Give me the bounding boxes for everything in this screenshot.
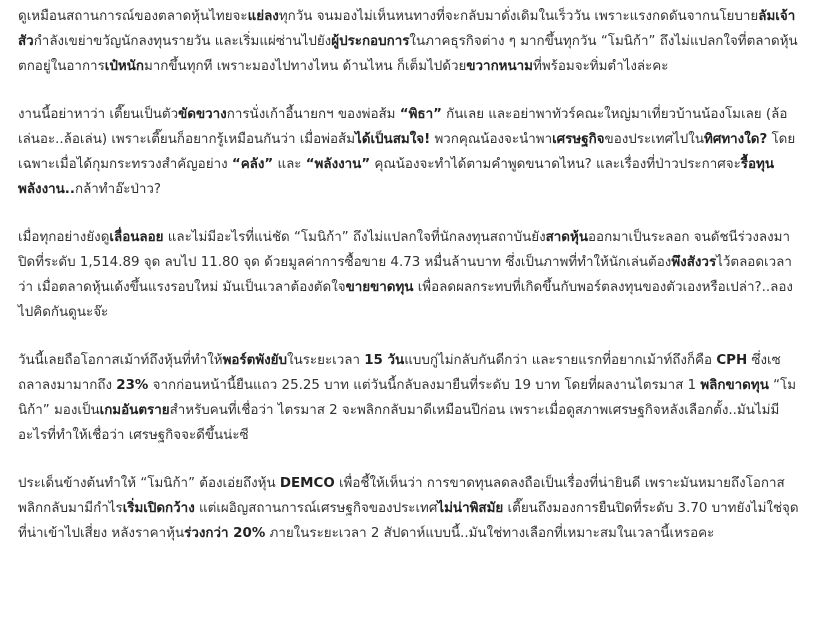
- text-run: ของประเทศไปใน: [604, 132, 704, 147]
- article-body: [18, 4, 800, 569]
- bold-text: เศรษฐกิจ: [552, 132, 605, 147]
- text-run: กำลังเขย่าขวัญนักลงทุนรายวัน และเริ่มแผ่ซ่านไปยัง: [33, 34, 332, 49]
- paragraph-3: [18, 225, 800, 325]
- bold-text: เป๋หนัก: [104, 59, 144, 74]
- text-run: เพื่อลดผลกระทบที่เกิดขึ้นกับพอร์ตลงทุนของตัวเองหรือเปล่า?..ลองไปคิดกันดูนะจ๊ะ: [18, 280, 793, 320]
- text-run: ประเด็นข้างต้นทำให้ “โมนิก้า” ต้องเอ่ยถึงหุ้น: [18, 476, 280, 491]
- bold-text: ไม่น่าพิสมัย: [437, 501, 504, 516]
- bold-text: ร่วงกว่า 20%: [184, 526, 266, 541]
- paragraph-4: [18, 348, 800, 448]
- bold-text: รื้อทุนพลังงาน..: [18, 157, 774, 197]
- bold-text: พลิกขาดทุน: [700, 378, 769, 393]
- text-run: เมื่อทุกอย่างยังดู: [18, 230, 110, 245]
- text-run: ในภาคธุรกิจต่าง ๆ มากขึ้นทุกวัน “โมนิก้า” ถึงไม่แปลกใจที่ตลาดหุ้นตกอยู่ในอาการ: [18, 34, 798, 74]
- bold-text: “พิธา”: [399, 107, 442, 122]
- bold-text: ได้เป็นสมใจ!: [355, 132, 431, 147]
- bold-text: 15 วัน: [364, 353, 405, 368]
- text-run: วันนี้เลยถือโอกาสเม้าท์ถึงหุ้นที่ทำให้: [18, 353, 223, 368]
- text-run: งานนี้อย่าหาว่า เตี๊ยนเป็นตัว: [18, 107, 179, 122]
- bold-text: ขวากหนาม: [466, 59, 534, 74]
- bold-text: 23%: [116, 378, 149, 393]
- text-run: มากขึ้นทุกที เพราะมองไปทางไหน ด้านไหน ก็เต็มไปด้วย: [143, 59, 467, 74]
- bold-text: สาดหุ้น: [545, 230, 588, 245]
- text-run: การนั่งเก้าอี้นายกฯ ของพ่อส้ม: [226, 107, 400, 122]
- bold-text: พอร์ตพังยับ: [222, 353, 288, 368]
- paragraph-2: [18, 102, 800, 202]
- bold-text: CPH: [716, 353, 748, 368]
- text-run: ทุกวัน จนมองไม่เห็นหนทางที่จะกลับมาดั่งเดิมในเร็ววัน เพราะแรงกดดันจากนโยบาย: [278, 9, 759, 24]
- text-run: โดยเฉพาะเมื่อได้กุมกระทรวงสำคัญอย่าง: [18, 132, 796, 172]
- paragraph-5: [18, 471, 800, 546]
- text-run: ไว้ตลอดเวลาว่า เมื่อตลาดหุ้นเด้งขึ้นแรงรอบใหม่ มันเป็นเวลาต้องตัดใจ: [18, 255, 792, 295]
- bold-text: ทิศทางใด?: [704, 132, 768, 147]
- paragraph-1: [18, 4, 800, 79]
- bold-text: ขายขาดทุน: [345, 280, 414, 295]
- text-run: ดูเหมือนสถานการณ์ของตลาดหุ้นไทยจะ: [18, 9, 248, 24]
- bold-text: เลื่อนลอย: [109, 230, 164, 245]
- bold-text: ลัมเจ้าสัว: [18, 9, 796, 49]
- text-run: กันเลย และอย่าพาทัวร์คณะใหญ่มาเที่ยวบ้านน้องโมเลย (ล้อเล่นอะ..ล้อเล่น) เพราะเตี๊ยนก็อยากรู้เหมือนกันว่า เมื่อพ่อส้ม: [18, 107, 788, 147]
- text-run: แต่เผอิญสถานการณ์เศรษฐกิจของประเทศ: [194, 501, 438, 516]
- bold-text: แย่ลง: [247, 9, 279, 24]
- bold-text: ขัดขวาง: [178, 107, 227, 122]
- bold-text: “คลัง”: [231, 157, 274, 172]
- text-run: ที่พร้อมจะทิ่มตำไงล่ะคะ: [533, 59, 669, 74]
- text-run: กล้าทำอ๊ะป่าว?: [74, 182, 162, 197]
- text-run: เตี๊ยนถึงมองการยืนปิดที่ระดับ 3.70 บาทยังไม่ใช่จุดที่น่าเข้าไปเสี่ยง หลังราคาหุ้น: [18, 501, 799, 541]
- bold-text: เกมอันตราย: [99, 403, 170, 418]
- text-run: ออกมาเป็นระลอก จนดัชนีร่วงลงมาปิดที่ระดับ 1,514.89 จุด ลบไป 11.80 จุด ด้วยมูลค่าการซื้อขาย 4.73 หมื่นล้านบาท ซึ่งเป็นภาพที่ทำให้นักเล่นต้อง: [18, 230, 791, 270]
- bold-text: เริ่มเปิดกว้าง: [122, 501, 195, 516]
- text-run: สำหรับคนที่เชื่อว่า ไตรมาส 2 จะพลิกกลับมาดีเหมือนปีก่อน เพราะเมื่อดูสภาพเศรษฐกิจหลังเลือกตั้ง..มันไม่มีอะไรที่ทำให้เชื่อว่า เศรษฐกิจจะดีขึ้นน่ะซี: [18, 403, 780, 443]
- text-run: ในระยะเวลา: [287, 353, 365, 368]
- text-run: พวกคุณน้องจะนำพา: [430, 132, 553, 147]
- text-run: เพื่อชี้ให้เห็นว่า การขาดทุนลดลงถือเป็นเรื่องที่น่ายินดี เพราะมันหมายถึงโอกาสพลิกกลับมามีกำไร: [18, 476, 785, 516]
- bold-text: พึงสังวร: [671, 255, 717, 270]
- text-run: ภายในระยะเวลา 2 สัปดาห์แบบนี้..มันใช่ทางเลือกที่เหมาะสมในเวลานี้เหรอคะ: [265, 526, 715, 541]
- text-run: จากก่อนหน้านี้ยืนแถว 25.25 บาท แต่วันนี้กลับลงมายืนที่ระดับ 19 บาท โดยที่ผลงานไตรมาส 1: [148, 378, 701, 393]
- text-run: คุณน้องจะทำได้ตามคำพูดขนาดไหน? และเรื่องที่ป่าวประกาศจะ: [370, 157, 741, 172]
- text-run: แบบกู่ไม่กลับกันดีกว่า และรายแรกที่อยากเม้าท์ถึงก็คือ: [404, 353, 717, 368]
- text-run: ซึ่งเซถลาลงมามากถึง: [18, 353, 781, 393]
- bold-text: DEMCO: [279, 476, 335, 491]
- text-run: และ: [273, 157, 306, 172]
- text-run: และไม่มีอะไรที่แน่ชัด “โมนิก้า” ถึงไม่แปลกใจที่นักลงทุนสถาบันยัง: [163, 230, 546, 245]
- bold-text: ผู้ประกอบการ: [331, 34, 410, 49]
- text-run: “โมนิก้า” มองเป็น: [18, 378, 797, 418]
- bold-text: “พลังงาน”: [305, 157, 371, 172]
